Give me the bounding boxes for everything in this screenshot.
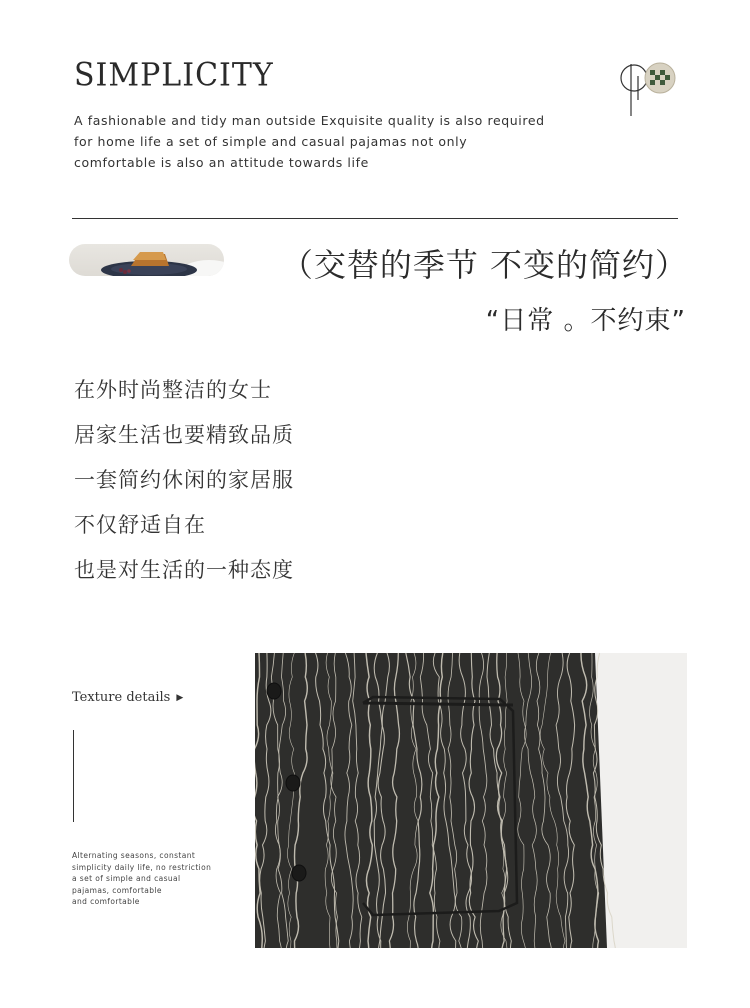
triangle-right-icon: ▶ xyxy=(176,693,184,703)
decorative-circle-logo-icon xyxy=(612,56,682,120)
section-subheading: “日常 。不约束” xyxy=(485,306,686,336)
texture-details-label xyxy=(72,690,183,705)
caption-line: and comfortable xyxy=(72,897,140,906)
intro-line: comfortable is also an attitude towards life xyxy=(74,155,369,170)
intro-text xyxy=(74,110,594,173)
caption-line: Alternating seasons, constant xyxy=(72,851,196,860)
poem-line: 在外时尚整洁的女士 xyxy=(74,378,272,402)
texture-label-text: Texture details xyxy=(72,690,171,705)
section-heading: （交替的季节 不变的简约） xyxy=(280,246,688,284)
intro-line: A fashionable and tidy man outside Exquisite quality is also required xyxy=(74,113,545,128)
poem-text xyxy=(74,368,294,593)
food-plate-image xyxy=(69,244,224,276)
page-title: SIMPLICITY xyxy=(74,57,274,94)
fabric-texture-image xyxy=(255,653,687,948)
vertical-divider xyxy=(73,730,74,822)
poem-line: 不仅舒适自在 xyxy=(74,513,206,537)
poem-line: 居家生活也要精致品质 xyxy=(74,423,294,447)
caption-line: simplicity daily life, no restriction xyxy=(72,862,212,872)
poem-line: 一套简约休闲的家居服 xyxy=(74,468,294,492)
caption-line: a set of simple and casual xyxy=(72,874,181,883)
texture-caption xyxy=(72,850,242,908)
intro-line: for home life a set of simple and casual pajamas not only xyxy=(74,134,468,149)
caption-line: pajamas, comfortable xyxy=(72,885,162,895)
divider xyxy=(72,218,678,219)
poem-line: 也是对生活的一种态度 xyxy=(74,558,294,582)
